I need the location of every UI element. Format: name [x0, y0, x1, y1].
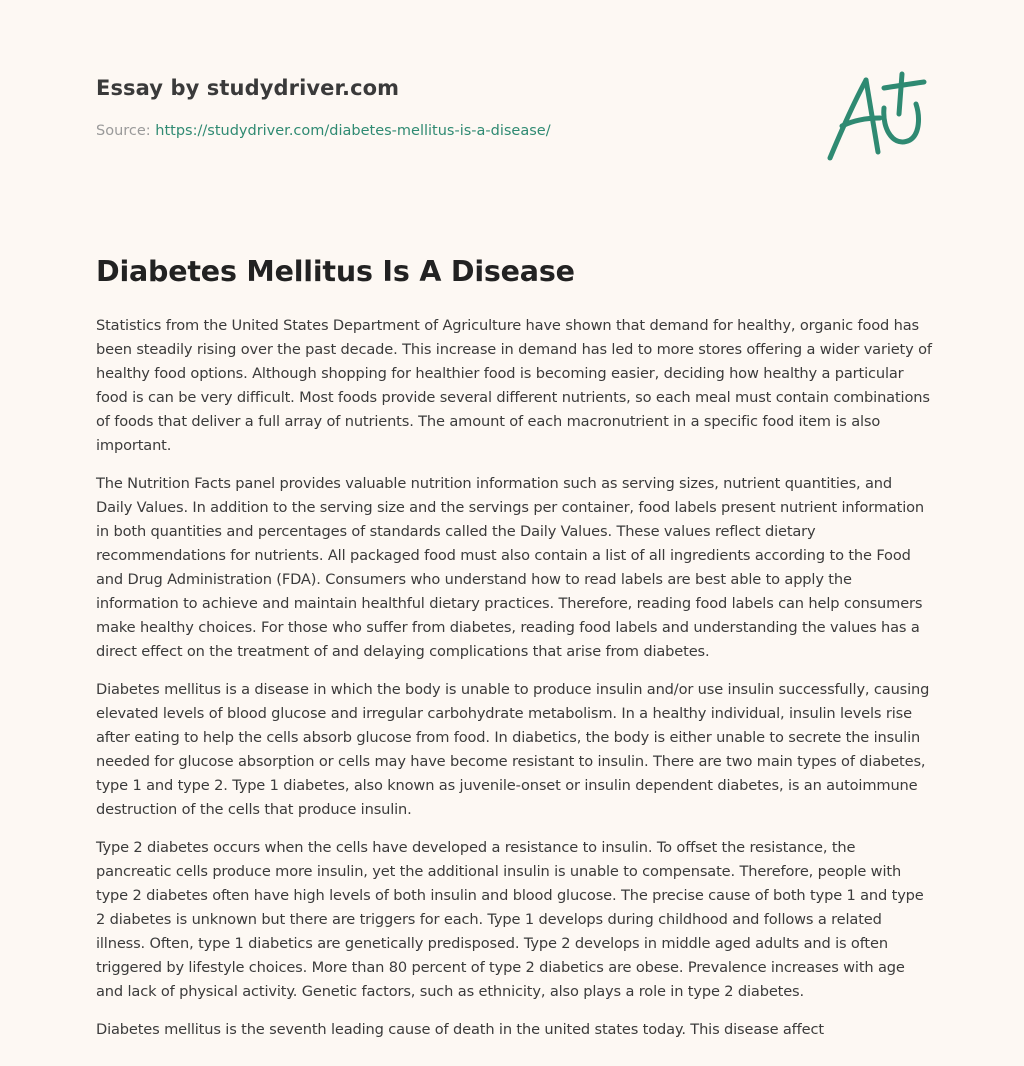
essay-body [96, 314, 932, 1056]
essay-paragraph: Type 2 diabetes occurs when the cells have developed a resistance to insulin. To offset the resistance, the pancreatic cells produce more insulin, yet the additional insulin is unable to compensate. Therefore, people with type 2 diabetes often have high levels of both insulin and blood glucose. The precise cause of both type 1 and type 2 diabetes is unknown but there are triggers for each. Type 1 develops during childhood and follows a related illness. Often, type 1 diabetics are genetically predisposed. Type 2 develops in middle aged adults and is often triggered by lifestyle choices. More than 80 percent of type 2 diabetics are obese. Prevalence increases with age and lack of physical activity. Genetic factors, such as ethnicity, also plays a role in type 2 diabetes. [96, 839, 924, 1000]
essay-title: Diabetes Mellitus Is A Disease [96, 255, 575, 288]
source-line [96, 123, 551, 139]
site-brand-title: Essay by studydriver.com [96, 76, 400, 100]
source-label: Source: [96, 123, 156, 139]
essay-paragraph: Diabetes mellitus is a disease in which the body is unable to produce insulin and/or use insulin successfully, causing elevated levels of blood glucose and irregular carbohydrate metabolism. In a healthy individual, insulin levels rise after eating to help the cells absorb glucose from food. In diabetics, the body is either unable to secrete the insulin needed for glucose absorption or cells may have become resistant to insulin. There are two main types of diabetes, type 1 and type 2. Type 1 diabetes, also known as juvenile-onset or insulin dependent diabetes, is an autoimmune destruction of the cells that produce insulin. [96, 681, 930, 818]
essay-paragraph: Statistics from the United States Department of Agriculture have shown that demand for healthy, organic food has been steadily rising over the past decade. This increase in demand has led to more stores offering a wider variety of healthy food options. Although shopping for healthier food is becoming easier, deciding how healthy a particular food is can be very difficult. Most foods provide several different nutrients, so each meal must contain combinations of foods that deliver a full array of nutrients. The amount of each macronutrient in a specific food item is also important. [96, 317, 932, 454]
essay-paragraph: Diabetes mellitus is the seventh leading cause of death in the united states today. This disease affect [96, 1021, 824, 1038]
essay-paragraph: The Nutrition Facts panel provides valuable nutrition information such as serving sizes, nutrient quantities, and Daily Values. In addition to the serving size and the servings per container, food labels present nutrient information in both quantities and percentages of standards called the Daily Values. These values reflect dietary recommendations for nutrients. All packaged food must also contain a list of all ingredients according to the Food and Drug Administration (FDA). Consumers who understand how to read labels are best able to apply the information to achieve and maintain healthful dietary practices. Therefore, reading food labels can help consumers make healthy choices. For those who suffer from diabetes, reading food labels and understanding the values has a direct effect on the treatment of and delaying complications that arise from diabetes. [96, 475, 925, 660]
source-link[interactable]: https://studydriver.com/diabetes-mellitus-is-a-disease/ [155, 123, 551, 139]
a-plus-logo-icon [822, 68, 930, 166]
